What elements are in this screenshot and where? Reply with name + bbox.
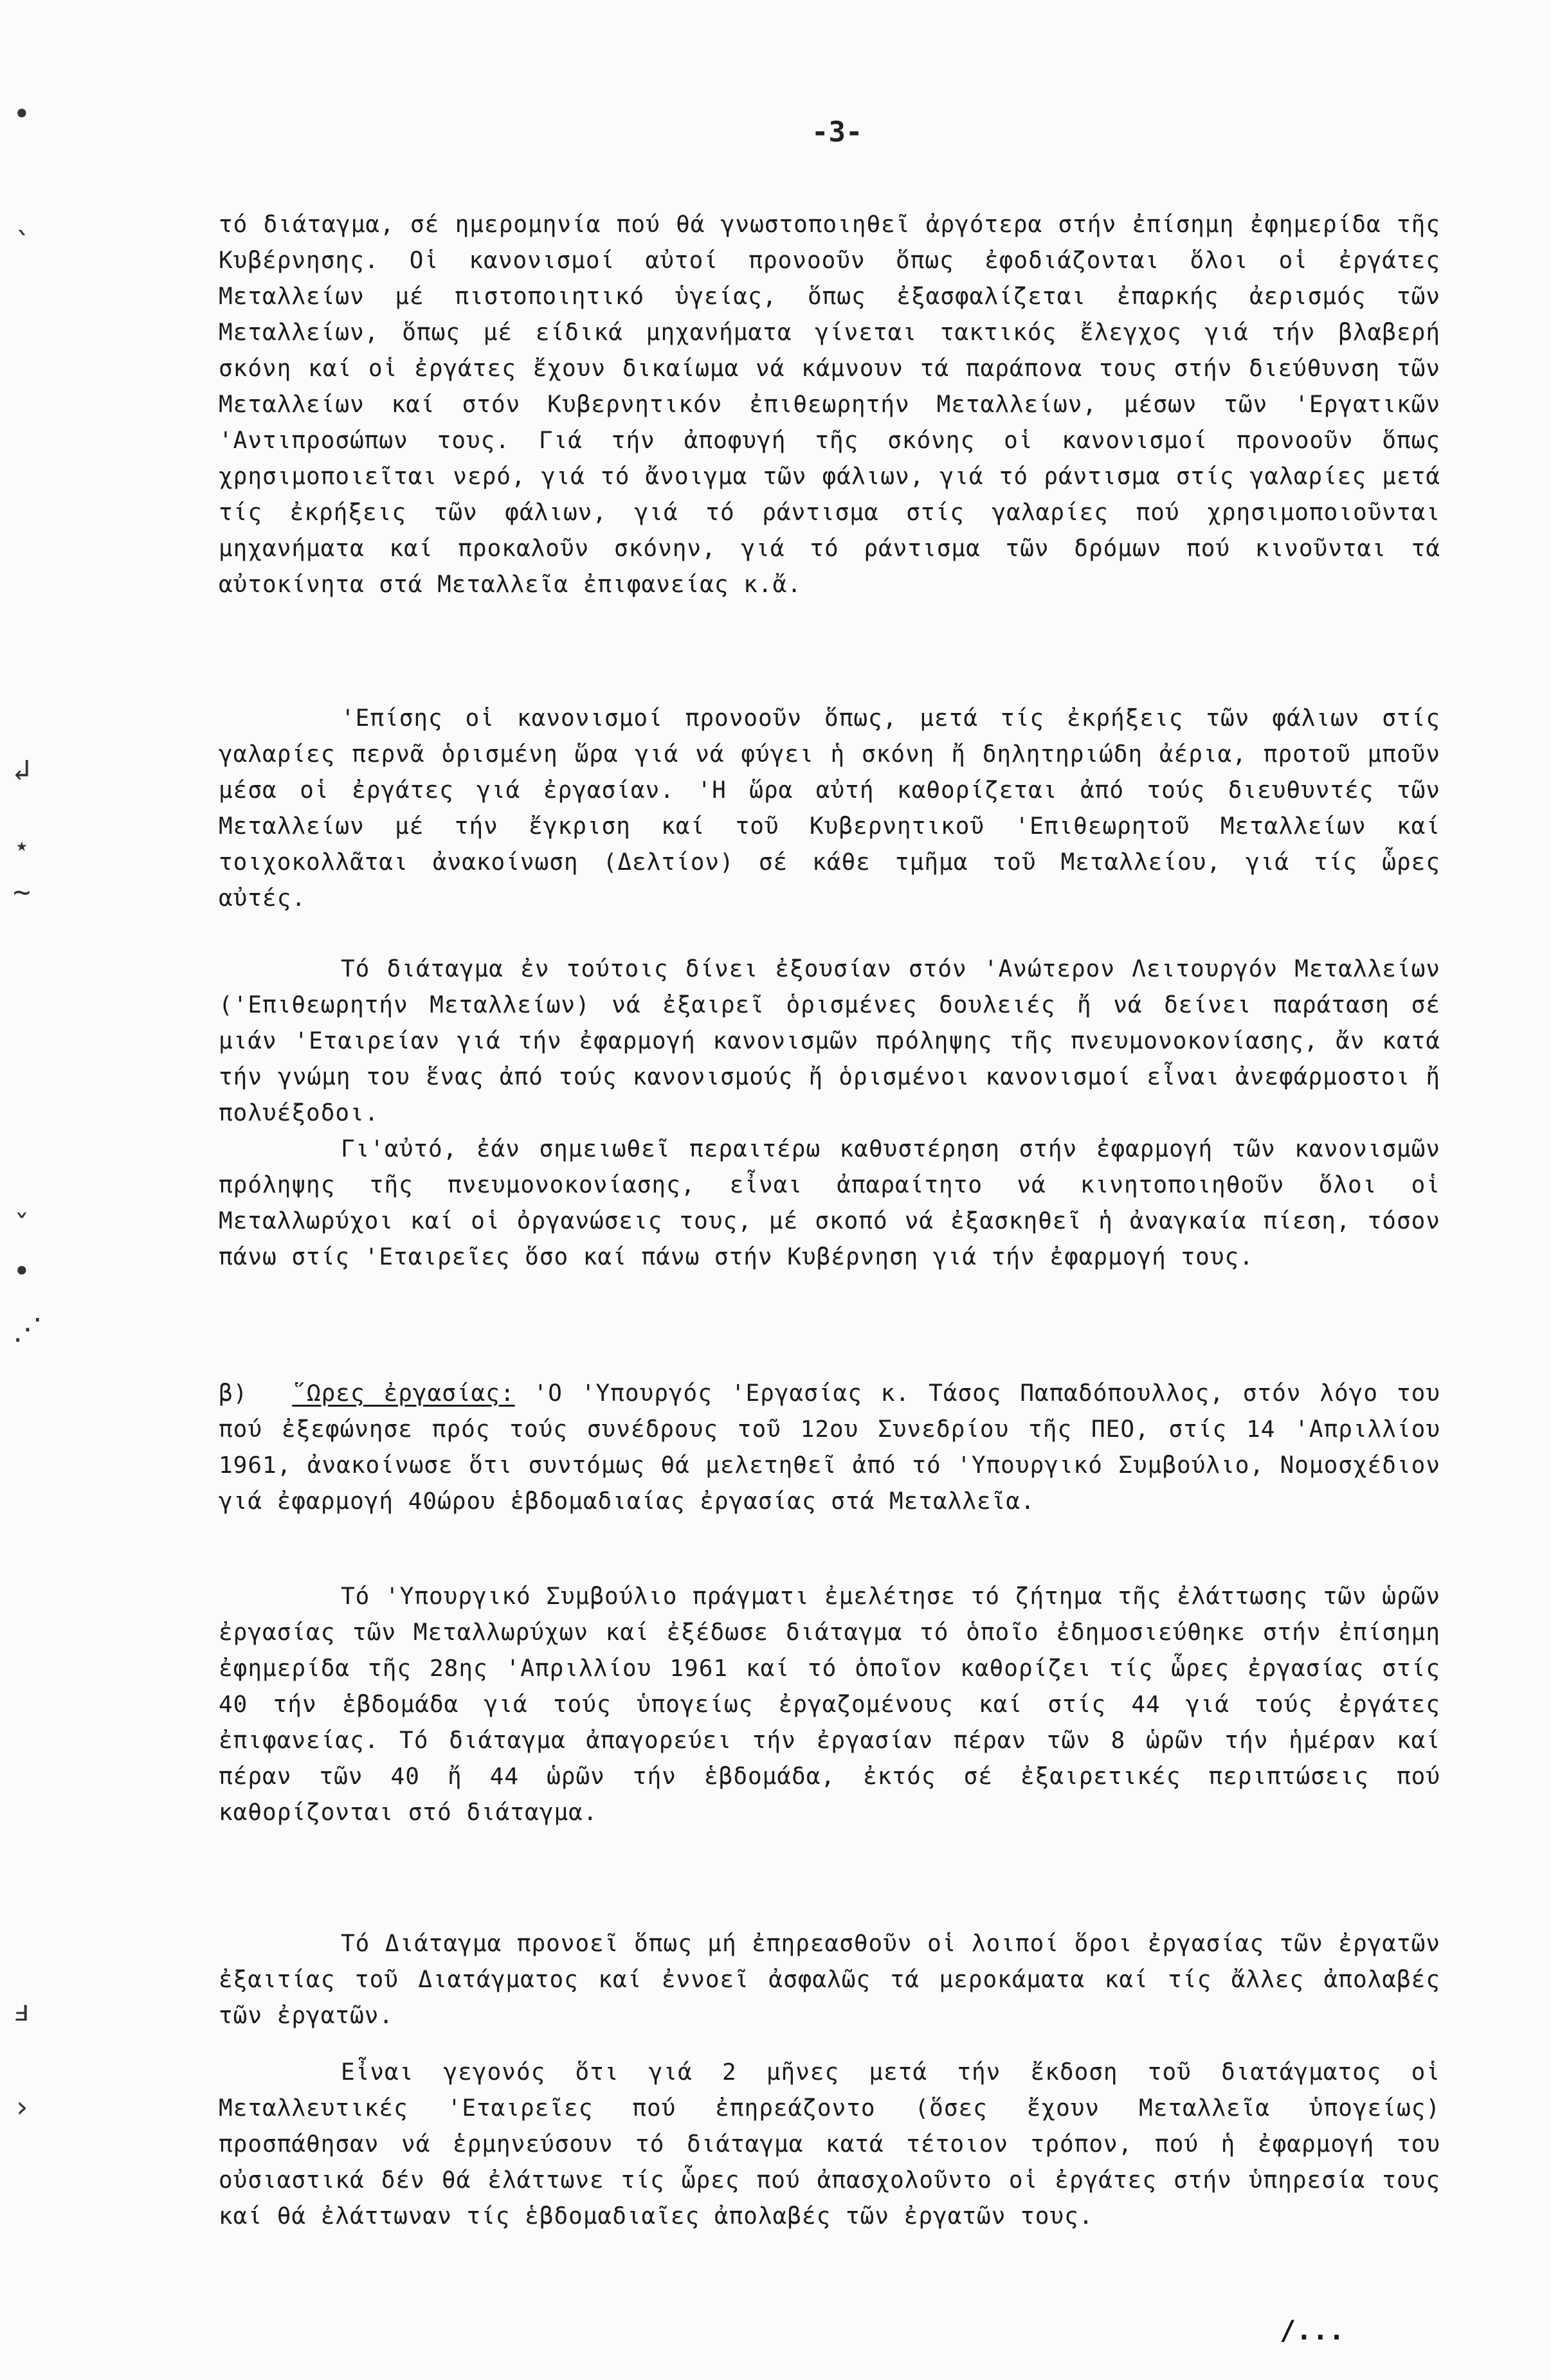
margin-speck: •	[13, 1254, 31, 1288]
margin-speck: ›	[13, 2089, 31, 2124]
paragraph-working-hours	[219, 1376, 1440, 1520]
margin-speck: ~	[13, 874, 31, 909]
paragraph-text: 'Ο 'Υπουργός 'Εργασίας κ. Τάσος Παπαδόπουλλος, στόν λόγο του πού ἐξεφώνησε πρός τούς συνέδρους τοῦ 12ου Συνεδρίου τῆς ΠΕΟ, στίς 14 'Απριλλίου 1961, ἀνακοίνωσε ὅτι συντόμως θά μελετηθεῖ ἀπό τό 'Υπουργικό Συμβούλιο, Νομοσχέδιον γιά ἐφαρμογή 40ώρου ἑβδομαδιαίας ἐργασίας στά Μεταλλεῖα.	[219, 1380, 1440, 1515]
paragraph-pneumoconiosis-regulations: τό διάταγμα, σέ ημερομηνία πού θά γνωστοποιηθεῖ ἀργότερα στήν ἐπίσημη ἐφημερίδα τῆς Κυβέρνησης. Οἱ κανονισμοί αὐτοί προνοοῦν ὅπως ἐφοδιάζονται ὅλοι οἱ ἐργάτες Μεταλλείων μέ πιστοποιητικό ὑγείας, ὅπως ἐξασφαλίζεται ἐπαρκής ἀερισμός τῶν Μεταλλείων, ὅπως μέ είδικά μηχανήματα γίνεται τακτικός ἔλεγχος γιά τήν βλαβερή σκόνη καί οἱ ἐργάτες ἔχουν δικαίωμα νά κάμνουν τά παράπονα τους στήν διεύθυνση τῶν Μεταλλείων καί στόν Κυβερνητικόν ἐπιθεωρητήν Μεταλλείων, μέσων τῶν 'Εργατικῶν 'Αντιπροσώπων τους. Γιά τήν ἀποφυγή τῆς σκόνης οἱ κανονισμοί προνοοῦν ὅπως χρησιμοποιεῖται νερό, γιά τό ἄνοιγμα τῶν φάλιων, γιά τό ράντισμα στίς γαλαρίες μετά τίς ἐκρήξεις τῶν φάλιων, γιά τό ράντισμα στίς γαλαρίες πού χρησιμοποιοῦνται μηχανήματα καί προκαλοῦν σκόνην, γιά τό ράντισμα τῶν δρόμων πού κινοῦνται τά αὐτοκίνητα στά Μεταλλεῖα ἐπιφανείας κ.ἄ.	[219, 212, 1440, 598]
paragraph-explosions-waiting-time: 'Επίσης οἱ κανονισμοί προνοοῦν ὅπως, μετά τίς ἐκρήξεις τῶν φάλιων στίς γαλαρίες περνᾶ ὁρισμένη ὥρα γιά νά φύγει ἡ σκόνη ἤ δηλητηριώδη ἀέρια, προτοῦ μποῦν μέσα οἱ ἐργάτες γιά ἐργασίαν. 'Η ὥρα αὐτή καθορίζεται ἀπό τούς διευθυντές τῶν Μεταλλείων μέ τήν ἔγκριση καί τοῦ Κυβερνητικοῦ 'Επιθεωρητοῦ Μεταλλείων καί τοιχοκολλᾶται ἀνακοίνωση (Δελτίον) σέ κάθε τμῆμα τοῦ Μεταλλείου, γιά τίς ὧρες αὐτές.	[219, 705, 1440, 912]
margin-speck: ⋆	[13, 829, 31, 864]
margin-speck: ˎ	[13, 199, 31, 234]
paragraph-mobilization: Γι'αὐτό, ἐάν σημειωθεῖ περαιτέρω καθυστέρηση στήν ἐφαρμογή τῶν κανονισμῶν πρόληψης τῆς πνευμονοκονίασης, εἶναι ἀπαραίτητο νά κινητοποιηθοῦν ὅλοι οἱ Μεταλλωρύχοι καί οἱ ὀργανώσεις τους, μέ σκοπό νά ἐξασκηθεῖ ἡ ἀναγκαία πίεση, τόσον πάνω στίς 'Εταιρεῖες ὅσο καί πάνω στήν Κυβέρνηση γιά τήν ἐφαρμογή τους.	[219, 1136, 1440, 1270]
section-heading-working-hours: ῞Ωρες ἐργασίας:	[292, 1380, 515, 1407]
margin-speck: ⋰	[13, 1312, 42, 1346]
paragraph-decree-provisions: Τό Διάταγμα προνοεῖ ὅπως μή ἐπηρεασθοῦν οἱ λοιποί ὅροι ἐργασίας τῶν ἐργατῶν ἐξαιτίας τοῦ Διατάγματος καί ἐννοεῖ ἀσφαλῶς τά μεροκάματα καί τίς ἄλλες ἀπολαβές τῶν ἐργατῶν.	[219, 1931, 1440, 2029]
paragraph-cabinet-decree: Τό 'Υπουργικό Συμβούλιο πράγματι ἐμελέτησε τό ζήτημα τῆς ἐλάττωσης τῶν ὡρῶν ἐργασίας τῶν Μεταλλωρύχων καί ἐξέδωσε διάταγμα τό ὁποῖο ἐδημοσιεύθηκε στήν ἐπίσημη ἐφημερίδα τῆς 28ης 'Απριλλίου 1961 καί τό ὁποῖον καθορίζει τίς ὧρες ἐργασίας στίς 40 τήν ἑβδομάδα γιά τούς ὑπογείως ἐργαζομένους καί στίς 44 γιά τούς ἐργάτες ἐπιφανείας. Τό διάταγμα ἀπαγορεύει τήν ἐργασίαν πέραν τῶν 8 ὡρῶν τήν ἡμέραν καί πέραν τῶν 40 ἤ 44 ὡρῶν τήν ἑβδομάδα, ἐκτός σέ ἐξαιρετικές περιπτώσεις πού καθορίζονται στό διάταγμα.	[219, 1583, 1440, 1826]
margin-speck: ˇ	[13, 1209, 31, 1243]
continued-mark: /...	[1280, 2314, 1345, 2346]
paragraph-decree-exemptions: Τό διάταγμα ἐν τούτοις δίνει ἐξουσίαν στόν 'Ανώτερον Λειτουργόν Μεταλλείων ('Επιθεωρητήν Μεταλλείων) νά ἐξαιρεῖ ὁρισμένες δουλειές ἤ νά δείνει παράταση σέ μιάν 'Εταιρείαν γιά τήν ἐφαρμογή κανονισμῶν πρόληψης τῆς πνευμονοκονίασης, ἄν κατά τήν γνώμη του ἕνας ἀπό τούς κανονισμούς ἤ ὁρισμένοι κανονισμοί εἶναι ἀνεφάρμοστοι ἤ πολυέξοδοι.	[219, 956, 1440, 1126]
margin-speck: ⅎ	[13, 1993, 31, 2028]
margin-speck: ↲	[13, 752, 31, 787]
section-label: β)	[219, 1380, 248, 1407]
paragraph-companies-interpretation: Εἶναι γεγονός ὅτι γιά 2 μῆνες μετά τήν ἔκδοση τοῦ διατάγματος οἱ Μεταλλευτικές 'Εταιρεῖες πού ἐπηρεάζοντο (ὅσες ἔχουν Μεταλλεῖα ὑπογείως) προσπάθησαν νά ἑρμηνεύσουν τό διάταγμα κατά τέτοιον τρόπον, πού ἡ ἐφαρμογή του οὐσιαστικά δέν θά ἐλάττωνε τίς ὧρες πού ἀπασχολοῦντο οἱ ἐργάτες στήν ὑπηρεσία τους καί θά ἐλάττωναν τίς ἑβδομαδιαῖες ἀπολαβές τῶν ἐργατῶν τους.	[219, 2059, 1440, 2230]
margin-speck: •	[13, 96, 31, 131]
page-number-mark: -3-	[812, 116, 863, 149]
